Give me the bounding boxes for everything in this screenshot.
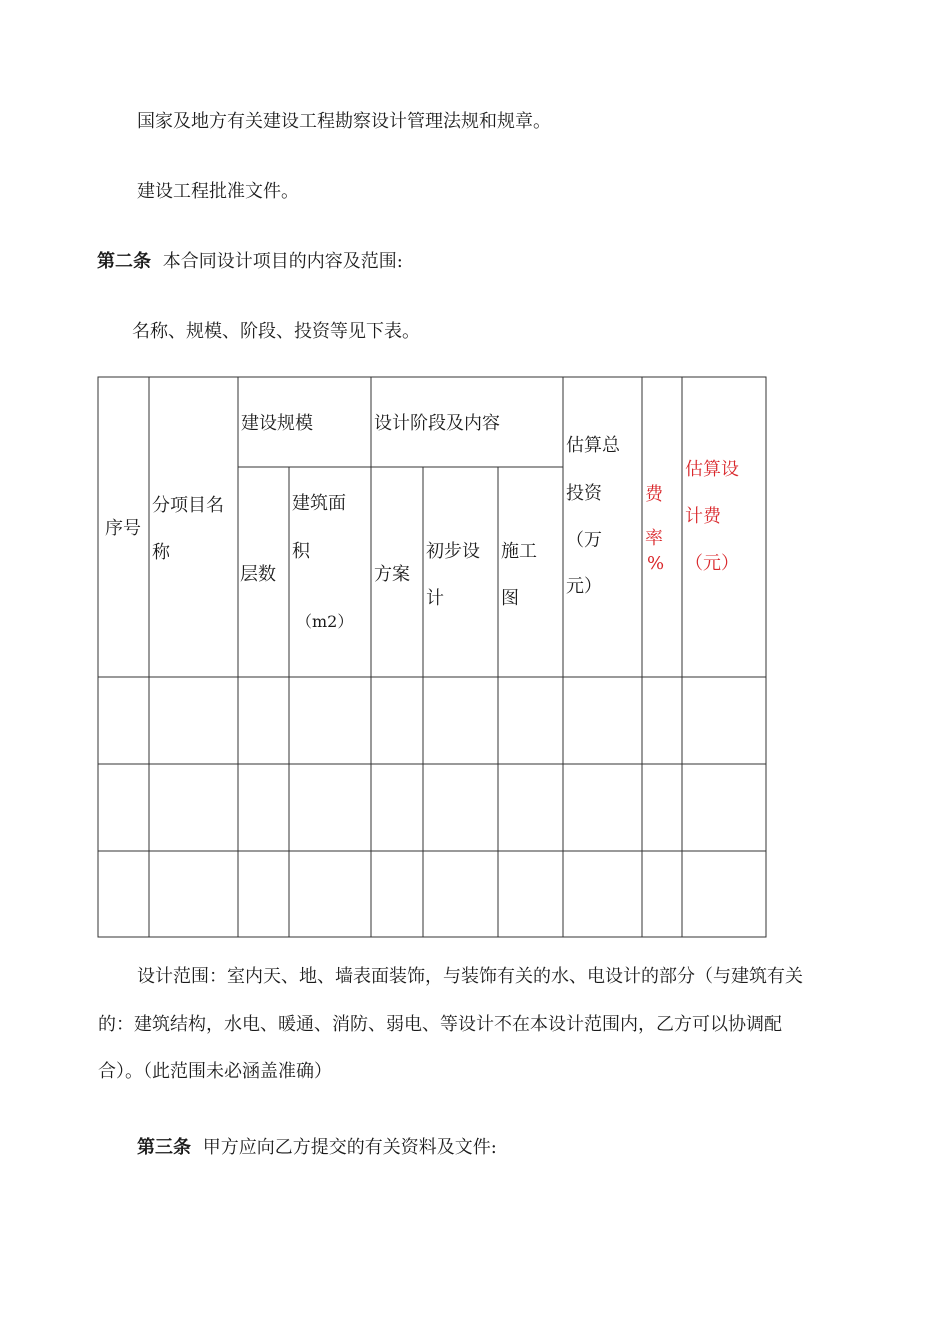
header-build-scale: 建设规模 xyxy=(241,413,313,434)
header-rate-3: % xyxy=(647,553,665,574)
header-construction-1: 施工 xyxy=(501,541,537,562)
header-rate-1: 费 xyxy=(645,484,663,505)
header-area-2: 积 xyxy=(292,541,310,562)
header-scheme: 方案 xyxy=(374,564,410,585)
paragraph-regulations: 国家及地方有关建设工程勘察设计管理法规和规章。 xyxy=(137,111,551,132)
article-2-title: 第二条 xyxy=(97,251,151,272)
article-2-text: 本合同设计项目的内容及范围: xyxy=(162,251,403,272)
paragraph-approval-docs: 建设工程批准文件。 xyxy=(137,181,299,202)
article-3-text: 甲方应向乙方提交的有关资料及文件: xyxy=(202,1137,497,1158)
header-design-stage: 设计阶段及内容 xyxy=(374,413,500,434)
header-item-name-1: 分项目名 xyxy=(152,495,224,516)
scope-line-1: 设计范围：室内天、地、墙表面装饰，与装饰有关的水、电设计的部分（与建筑有关 xyxy=(137,966,803,987)
header-invest-1: 估算总 xyxy=(566,435,620,456)
article-3-heading xyxy=(137,1136,497,1160)
header-area-3: （m2） xyxy=(296,612,354,631)
scope-line-3: 合）。（此范围未必涵盖准确） xyxy=(98,1061,332,1082)
header-seq: 序号 xyxy=(105,518,141,539)
header-fee-1: 估算设 xyxy=(685,459,739,480)
header-area-1: 建筑面 xyxy=(292,493,346,514)
header-prelim-1: 初步设 xyxy=(426,541,480,562)
paragraph-see-table: 名称、规模、阶段、投资等见下表。 xyxy=(132,321,420,342)
header-prelim-2: 计 xyxy=(426,588,444,609)
header-construction-2: 图 xyxy=(501,588,519,609)
header-invest-3: （万 xyxy=(566,530,602,551)
header-invest-2: 投资 xyxy=(566,483,602,504)
article-3-title: 第三条 xyxy=(137,1137,191,1158)
scope-line-2: 的：建筑结构，水电、暖通、消防、弱电、等设计不在本设计范围内，乙方可以协调配 xyxy=(98,1014,782,1035)
header-invest-4: 元） xyxy=(566,576,602,597)
header-fee-3: （元） xyxy=(685,553,739,574)
header-rate-2: 率 xyxy=(645,528,663,549)
header-item-name-2: 称 xyxy=(152,542,170,563)
table-border xyxy=(98,377,766,937)
header-floors: 层数 xyxy=(240,564,276,585)
header-fee-2: 计费 xyxy=(685,506,721,527)
